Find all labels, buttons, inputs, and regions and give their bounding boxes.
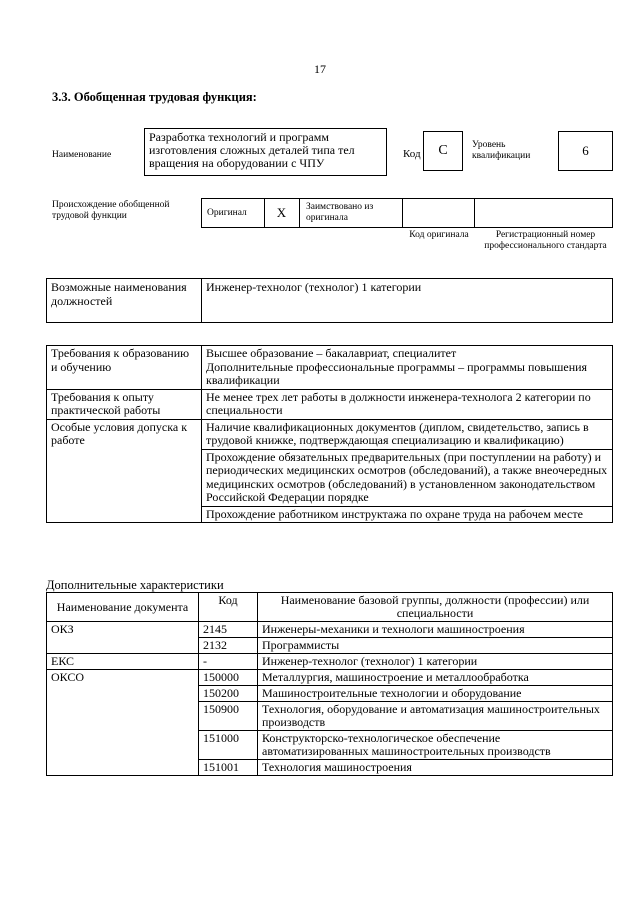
req-education-line-1: Высшее образование – бакалавриат, специалитет [206,346,457,360]
req-conditions-value-1: Наличие квалификационных документов (диплом, свидетельство, запись в трудовой книжке, подтверждающая специализацию и квалификацию) [202,419,613,449]
req-education-value [202,346,613,390]
name-cell: Инженеры-механики и технологи машиностроения [258,622,613,638]
origin-label: Происхождение обобщенной трудовой функции [52,200,170,221]
requirements-table [46,345,613,523]
origin-divider-3 [402,198,403,228]
doc-cell: ОКСО [47,670,199,776]
name-cell: Конструкторско-технологическое обеспечение автоматизированных машиностроительных производств [258,731,613,760]
code-cell: 2132 [199,638,258,654]
code-box: C [423,131,463,171]
section-title: 3.3. Обобщенная трудовая функция: [52,90,257,104]
positions-value: Инженер-технолог (технолог) 1 категории [202,279,613,323]
code-cell: 150000 [199,670,258,686]
qualification-level-label: Уровень квалификации [472,140,531,161]
code-label: Код [403,148,421,160]
col-name-header: Наименование базовой группы, должности (профессии) или специальности [258,593,613,622]
name-cell: Металлургия, машиностроение и металлообработка [258,670,613,686]
req-conditions-label: Особые условия допуска к работе [47,419,202,523]
borrowed-label: Заимствовано из оригинала [306,202,374,223]
table-row [47,654,613,670]
req-education-line-2: Дополнительные профессиональные программы – программы повышения квалификации [206,359,588,387]
name-cell: Технология машиностроения [258,760,613,776]
code-original-label: Код оригинала [409,230,469,240]
col-doc-header: Наименование документа [47,593,199,622]
reg-number-label: Регистрационный номер профессионального стандарта [484,230,607,251]
qualification-level-box: 6 [558,131,613,171]
original-label: Оригинал [207,208,247,218]
page-number: 17 [314,62,326,76]
name-cell: Программисты [258,638,613,654]
doc-cell: ЕКС [47,654,199,670]
origin-divider-2 [299,198,300,228]
req-conditions-value-2: Прохождение обязательных предварительных (при поступлении на работу) и периодических медицинских осмотров (обследований), а также внеочередных медицинских осмотров (обследований) в установленном законодательством Российской Федерации порядке [202,449,613,506]
positions-table [46,278,613,323]
origin-divider-4 [474,198,475,228]
name-cell: Технология, оборудование и автоматизация машиностроительных производств [258,702,613,731]
original-mark: X [276,205,287,220]
origin-box [201,198,613,228]
name-cell: Инженер-технолог (технолог) 1 категории [258,654,613,670]
col-code-header: Код [199,593,258,622]
doc-cell: ОКЗ [47,622,199,654]
code-cell: 151001 [199,760,258,776]
req-experience-value: Не менее трех лет работы в должности инженера-технолога 2 категории по специальности [202,389,613,419]
req-education-label: Требования к образованию и обучению [47,346,202,390]
function-name-box: Разработка технологий и программ изготовления сложных деталей типа тел вращения на оборудовании с ЧПУ [144,128,387,176]
req-conditions-value-3: Прохождение работником инструктажа по охране труда на рабочем месте [202,506,613,523]
code-cell: 2145 [199,622,258,638]
code-cell: 150200 [199,686,258,702]
table-row [47,622,613,638]
table-row [47,670,613,686]
positions-label: Возможные наименования должностей [47,279,202,323]
name-cell: Машиностроительные технологии и оборудование [258,686,613,702]
code-cell: 150900 [199,702,258,731]
req-experience-label: Требования к опыту практической работы [47,389,202,419]
additional-title: Дополнительные характеристики [46,578,224,592]
code-cell: 151000 [199,731,258,760]
additional-table [46,592,613,776]
code-cell: - [199,654,258,670]
name-label: Наименование [52,150,112,160]
